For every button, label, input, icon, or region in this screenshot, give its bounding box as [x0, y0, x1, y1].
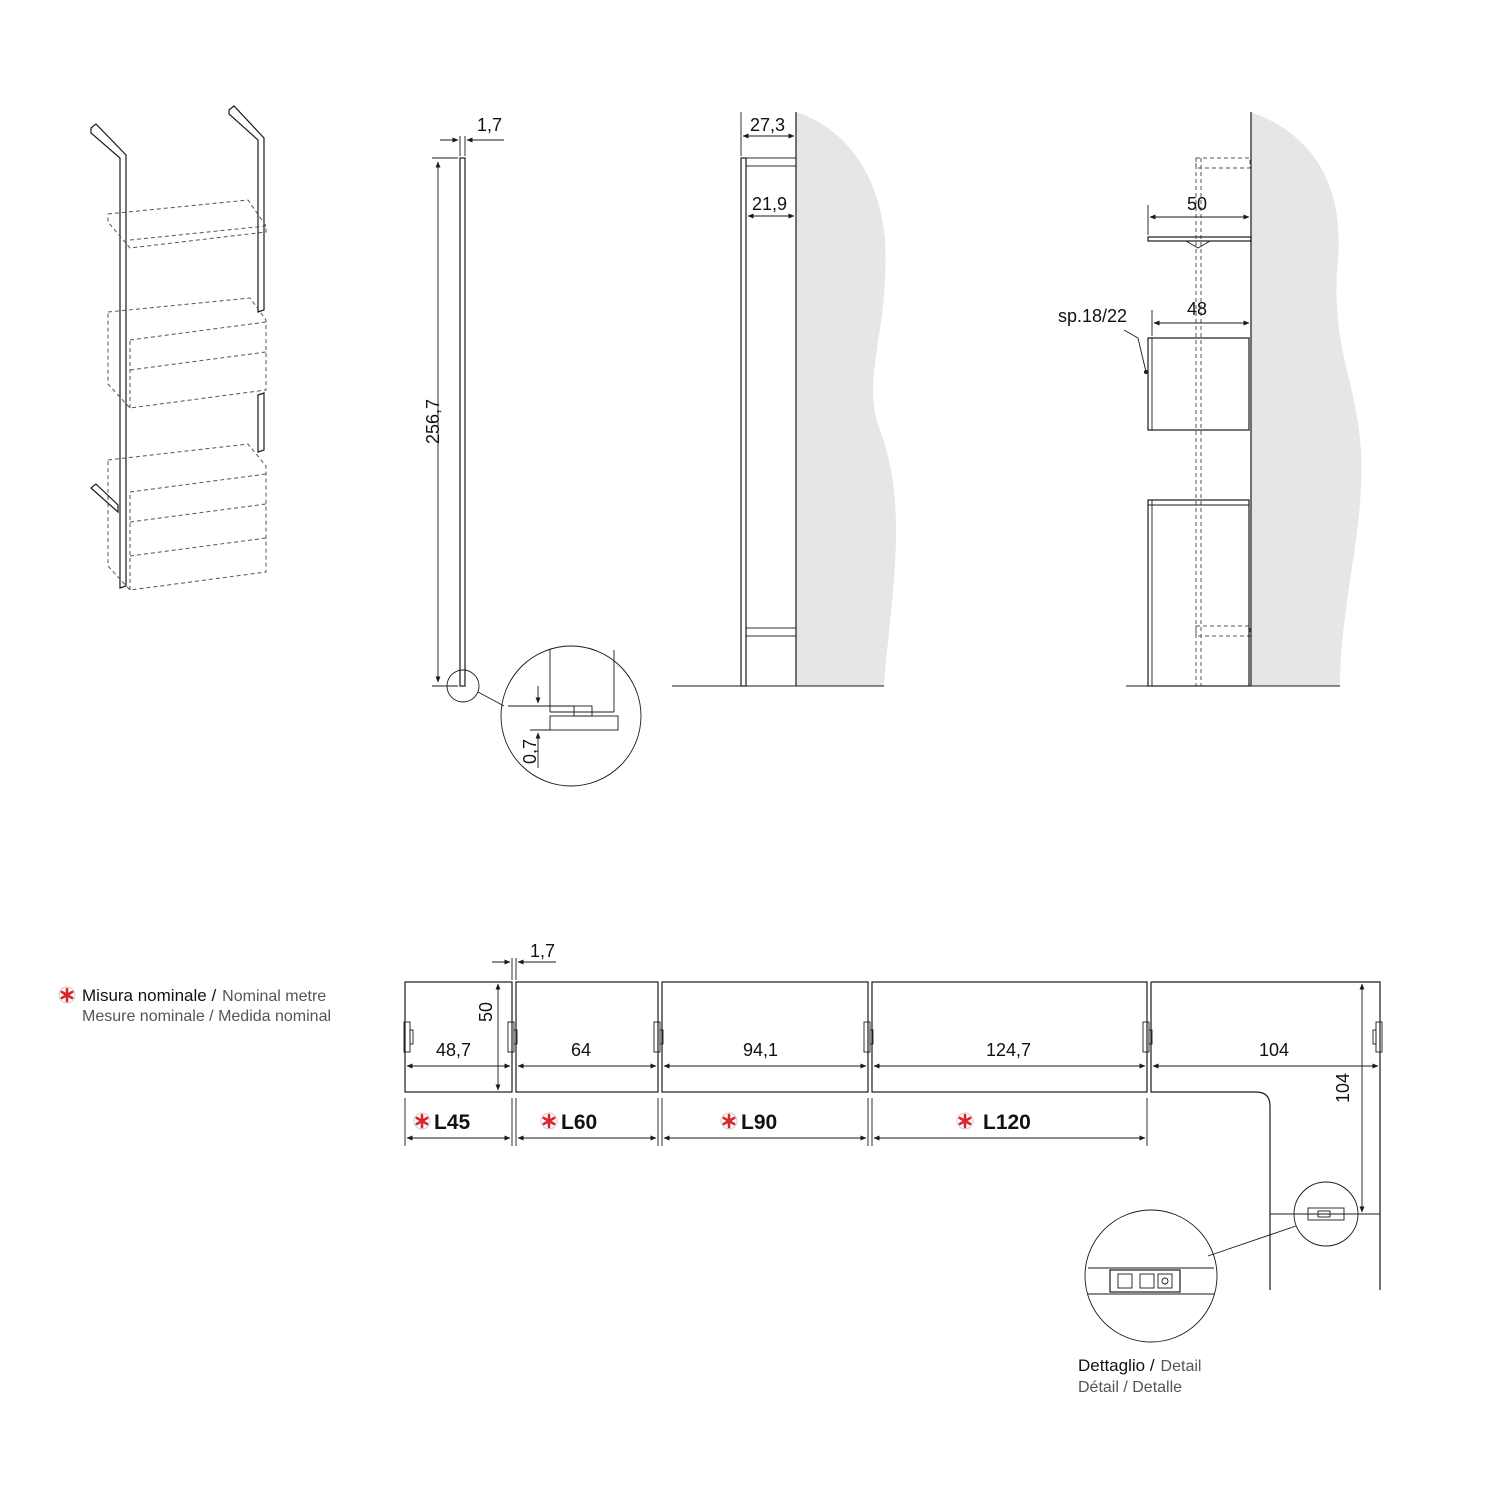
nominal-legend [59, 986, 331, 1025]
legend-nominal-fr-es: Mesure nominale / Medida nominal [82, 1008, 332, 1025]
plan-module-depth-label: 50 [476, 1001, 496, 1022]
nominal-l120: L120 [983, 1111, 1031, 1134]
shelf-depth-label: 50 [1187, 194, 1208, 214]
legend-nominal-en: Nominal metre [222, 988, 327, 1005]
module-l120 [872, 982, 1147, 1092]
panel-thickness-label: sp.18/22 [1058, 306, 1128, 326]
section-depth-total-label: 27,3 [750, 115, 786, 135]
asterisk-icon [721, 1113, 737, 1129]
svg-text:Misura nominale /Nominal metre [82, 986, 326, 1005]
plan-post-thickness-label: 1,7 [530, 941, 556, 961]
detail-legend-it: Dettaglio / [1078, 1356, 1155, 1375]
wall-shelf-view [1251, 112, 1361, 686]
module-inner-l60: 64 [571, 1040, 592, 1060]
module-inner-l120: 124,7 [986, 1040, 1032, 1060]
asterisk-icon [957, 1113, 973, 1129]
isometric-view [91, 106, 266, 590]
corner-width-label: 104 [1259, 1040, 1290, 1060]
nominal-l60: L60 [561, 1111, 598, 1134]
detail-legend-en: Detail [1160, 1358, 1202, 1375]
corner-detail-circle [1085, 1210, 1217, 1342]
foot-detail-label: 0,7 [520, 738, 540, 764]
detail-legend-fr-es: Détail / Detalle [1078, 1379, 1183, 1396]
module-inner-l90: 94,1 [743, 1040, 779, 1060]
side-view [423, 115, 641, 786]
side-height-label: 256,7 [423, 398, 443, 444]
cabinet-depth-label: 48 [1187, 299, 1208, 319]
nominal-l45: L45 [434, 1111, 471, 1134]
module-inner-l45: 48,7 [436, 1040, 472, 1060]
detail-legend [1078, 1356, 1201, 1396]
nominal-l90: L90 [741, 1111, 778, 1134]
legend-nominal-it: Misura nominale / [82, 986, 217, 1005]
corner-depth-label: 104 [1333, 1072, 1353, 1103]
plan-view [404, 941, 1382, 1342]
wall-section [796, 112, 896, 686]
section-view [672, 112, 896, 686]
shelf-cabinet-view [1058, 112, 1361, 686]
section-depth-inner-label: 21,9 [752, 194, 788, 214]
corner-module [1151, 982, 1380, 1290]
asterisk-icon [59, 987, 75, 1003]
module-l90 [662, 982, 868, 1092]
asterisk-icon [541, 1113, 557, 1129]
module-l45 [405, 982, 512, 1092]
asterisk-icon [414, 1113, 430, 1129]
module-l60 [516, 982, 658, 1092]
svg-text:Dettaglio /Detail [1078, 1356, 1201, 1375]
side-thickness-label: 1,7 [477, 115, 503, 135]
